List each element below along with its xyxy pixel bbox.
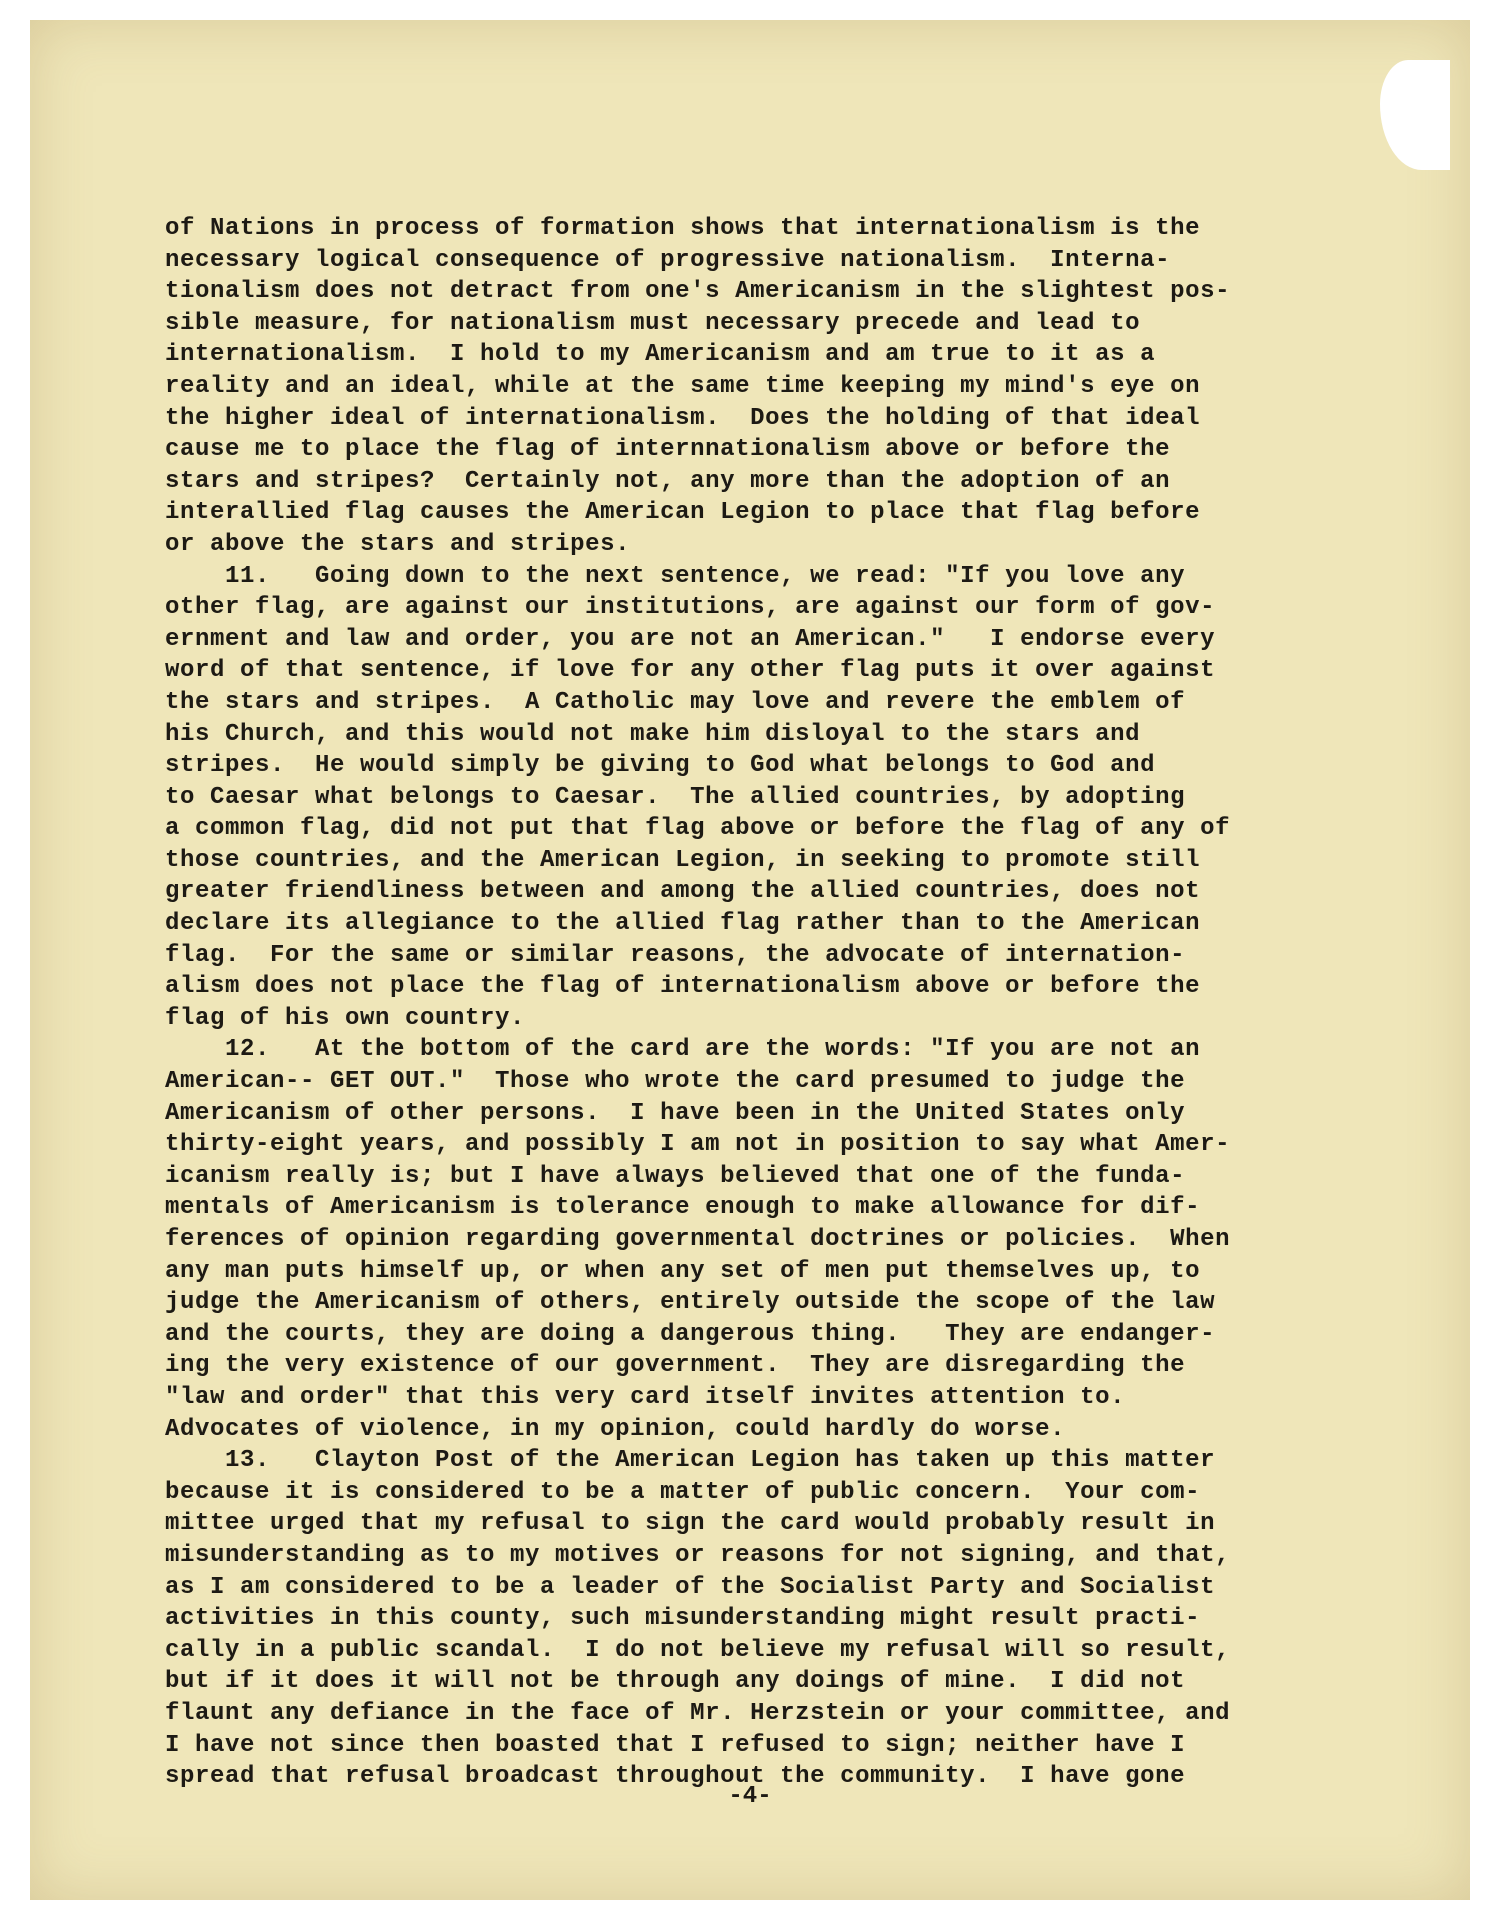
text-line: American-- GET OUT." Those who wrote the card presumed to judge the	[165, 1068, 1186, 1096]
text-line: mittee urged that my refusal to sign the card would probably result in	[165, 1510, 1216, 1538]
text-line: spread that refusal broadcast throughout the community. I have gone	[165, 1763, 1186, 1791]
text-line: icanism really is; but I have always believed that one of the funda-	[165, 1162, 1186, 1190]
text-line: stripes. He would simply be giving to God what belongs to God and	[165, 752, 1156, 780]
text-line: of Nations in process of formation shows that internationalism is the	[165, 215, 1201, 242]
text-line: judge the Americanism of others, entirely outside the scope of the law	[165, 1289, 1216, 1317]
text-line: 12. At the bottom of the card are the words: "If you are not an	[165, 1036, 1201, 1064]
text-line: any man puts himself up, or when any set of men put themselves up, to	[165, 1257, 1201, 1285]
text-line: the higher ideal of internationalism. Does the holding of that ideal	[165, 404, 1201, 432]
text-line: cally in a public scandal. I do not believe my refusal will so result,	[165, 1636, 1231, 1664]
text-line: alism does not place the flag of internationalism above or before the	[165, 973, 1201, 1001]
text-line: flag. For the same or similar reasons, the advocate of internation-	[165, 941, 1186, 969]
text-line: mentals of Americanism is tolerance enough to make allowance for dif-	[165, 1194, 1201, 1222]
text-line: his Church, and this would not make him disloyal to the stars and	[165, 720, 1141, 748]
text-line: or above the stars and stripes.	[165, 530, 631, 558]
text-line: greater friendliness between and among the allied countries, does not	[165, 878, 1201, 906]
text-line: interallied flag causes the American Legion to place that flag before	[165, 499, 1201, 527]
text-line: thirty-eight years, and possibly I am not in position to say what Amer-	[165, 1131, 1231, 1159]
text-line: ferences of opinion regarding governmental doctrines or policies. When	[165, 1226, 1231, 1253]
text-line: activities in this county, such misunderstanding might result practi-	[165, 1605, 1201, 1633]
text-line: declare its allegiance to the allied flag rather than to the American	[165, 910, 1201, 938]
text-line: flaunt any defiance in the face of Mr. Herzstein or your committee, and	[165, 1699, 1231, 1727]
text-line: stars and stripes? Certainly not, any more than the adoption of an	[165, 467, 1171, 495]
text-line: Advocates of violence, in my opinion, could hardly do worse.	[165, 1415, 1066, 1443]
text-line: I have not since then boasted that I refused to sign; neither have I	[165, 1731, 1186, 1759]
text-line: because it is considered to be a matter of public concern. Your com-	[165, 1478, 1201, 1506]
text-line: 13. Clayton Post of the American Legion has taken up this matter	[165, 1447, 1216, 1475]
text-line: internationalism. I hold to my Americanism and am true to it as a	[165, 341, 1156, 369]
text-line: necessary logical consequence of progressive nationalism. Interna-	[165, 246, 1171, 274]
text-line: Americanism of other persons. I have been in the United States only	[165, 1099, 1186, 1127]
text-line: other flag, are against our institutions, are against our form of gov-	[165, 594, 1216, 622]
text-line: reality and an ideal, while at the same time keeping my mind's eye on	[165, 372, 1201, 400]
text-line: word of that sentence, if love for any other flag puts it over against	[165, 657, 1216, 685]
text-line: misunderstanding as to my motives or reasons for not signing, and that,	[165, 1541, 1231, 1569]
text-line: ing the very existence of our government. They are disregarding the	[165, 1352, 1186, 1380]
text-line: and the courts, they are doing a dangerous thing. They are endanger-	[165, 1320, 1216, 1348]
text-line: to Caesar what belongs to Caesar. The allied countries, by adopting	[165, 783, 1186, 811]
text-line: those countries, and the American Legion, in seeking to promote still	[165, 846, 1201, 874]
text-line: cause me to place the flag of internnationalism above or before the	[165, 436, 1171, 464]
text-line: "law and order" that this very card itself invites attention to.	[165, 1383, 1126, 1411]
text-line: the stars and stripes. A Catholic may love and revere the emblem of	[165, 688, 1186, 716]
text-line: tionalism does not detract from one's Americanism in the slightest pos-	[165, 278, 1231, 306]
text-line: as I am considered to be a leader of the Socialist Party and Socialist	[165, 1573, 1216, 1601]
torn-corner	[1380, 60, 1450, 170]
text-line: ernment and law and order, you are not an American." I endorse every	[165, 625, 1216, 653]
text-line: a common flag, did not put that flag above or before the flag of any of	[165, 815, 1231, 843]
text-line: sible measure, for nationalism must necessary precede and lead to	[165, 309, 1141, 337]
text-line: but if it does it will not be through any doings of mine. I did not	[165, 1668, 1186, 1696]
page-number: -4-	[728, 1783, 772, 1810]
typed-body-text	[165, 213, 1375, 1793]
text-line: 11. Going down to the next sentence, we read: "If you love any	[165, 562, 1186, 590]
text-line: flag of his own country.	[165, 1004, 526, 1032]
